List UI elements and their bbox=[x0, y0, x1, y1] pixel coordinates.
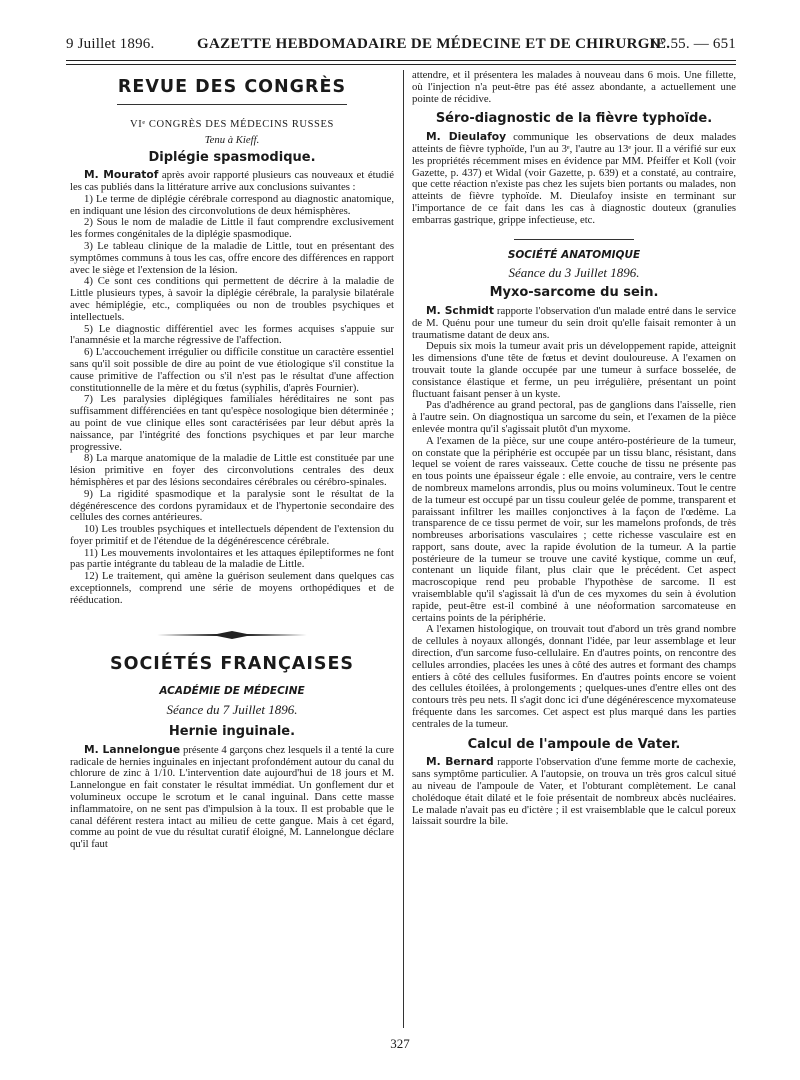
conclusion-6: 6) L'accouchement irrégulier ou difficile constitue un caractère essentiel sans qu'il soit possible de dire au point de vue étiologique s'il constitue la cause primitive de l'affection ou s'il n'est pas le résultat d'une affection constitutionnelle de la mère et du fœtus (syphilis, d'après Fournier). bbox=[70, 346, 394, 394]
examen-paragraph: A l'examen de la pièce, sur une coupe antéro-postérieure de la tumeur, on constate que la périphérie est occupée par un tissu blanc, résistant, dans lequel se voient de rares vaisseaux. Cette couche de tissu ne présente pas en tous points une épaisseur égale : elle envoie, au contraire, vers le centre de nombreux mamelons arrondis, plus ou moins volumineux. Tout le centre de la tumeur est occupé par un tissu couleur gelée de pomme, transparent et paraissant infiltrer les mailles conjonctives à la façon de l'œdème. La transparence de ce tissu permet de voir, sur les mamelons profonds, de très nombreuses arborisations vasculaires ; cette richesse vasculaire est en rapport, sans doute, avec la rapide évolution de la tumeur. A la partie postérieure de la tumeur se trouve une cavité kystique, comme un œuf, contenant un liquide filant, plus clair que le précédent. Cet aspect macroscopique rend peu probable l'hypothèse de sarcome. Il est vraisemblable qu'il s'agissait là d'un de ces myxomes du sein à évolution rapide, peut-être est-il combiné à une néoformation sarcomateuse en certains points de la périphérie. bbox=[412, 434, 736, 624]
histologie-paragraph: A l'examen histologique, on trouvait tout d'abord un très grand nombre de cellules à noyaux allongés, donnant l'idée, par leur assemblage et leur direction, d'un sarcome fuso-cellulaire. En d'autres points, on rencontre des cellules arrondies, placées les unes à côté des autres et formant des champs entiers à côté des cellules fusiformes. En d'autres points encore se voient des cellules étoilées, à prolongements ; quelques-unes d'entre elles ont des contours très peu nets. Il s'agit donc ici d'une dégénérescence myxomateuse fréquente dans les sarcomes. Cet aspect est plus marqué dans les parties centrales de la tumeur. bbox=[412, 623, 736, 730]
header-number: N° 55. — 651 bbox=[649, 36, 736, 52]
page-number: 327 bbox=[390, 1036, 410, 1051]
fleuron-ornament bbox=[157, 631, 307, 639]
societes-title: SOCIÉTÉS FRANÇAISES bbox=[109, 653, 355, 674]
lannelongue-paragraph: M. Lannelongue présente 4 garçons chez lesquels il a tenté la cure radicale de hernies inguinales en injectant profondément autour du canal du chlorure de zinc à 1/10. L'intervention date aujourd'hui de 18 jours et M. Lannelongue en fait constater le résultat immédiat. Un gonflement dur et volumineux occupe le scrotum et le canal inguinal. Dans cette masse inflammatoire, on ne sent pas d'impulsion à la toux. Il est probable que le canal déférent restera intact au milieu de cette gangue. Mais à cet égard, comme au point de vue du résultat curatif éloigné, M. Lannelongue déclare qu'il faut bbox=[70, 742, 395, 851]
left-column bbox=[70, 70, 394, 851]
dieulafoy-paragraph: M. Dieulafoy communique les observations de deux malades atteints de fièvre typhoïde, l'un au 3ᵉ, l'autre au 13ᵉ jour. Il a vérifié sur eux les propriétés récemment mises en évidence par MM. Pfeiffer et Koll (voir Gazette, p. 437) et Widal (voir Gazette, p. 639) et a constaté, au contraire, que cette réaction n'existe pas chez les sujets bien portants ou malades, non atteints de fièvre typhoïde. M. Dieulafoy insiste en terminant sur l'importance de ce fait dans les cas à diagnostic douteux (granulies embarras gastrique, grippe infectieuse, etc. bbox=[412, 130, 736, 226]
depuis-paragraph: Depuis six mois la tumeur avait pris un développement rapide, atteignit les dimensions d'une tête de fœtus et devint douloureuse. A l'examen on trouvait toute la glande occupée par une tumeur à surface bosselée, de consistance élastique et ferme, un peu irrégulière, présentant un point fluctuant faisant penser à un kyste. bbox=[412, 340, 736, 400]
schmidt-paragraph: M. Schmidt rapporte l'observation d'un malade entré dans le service de M. Quénu pour une tumeur du sein droit qu'elle faisait remonter à un traumatisme datant de deux ans. bbox=[412, 303, 736, 341]
header-rule-top bbox=[66, 60, 736, 61]
header-journal: GAZETTE HEBDOMADAIRE DE MÉDECINE ET DE CHIRURGIE. bbox=[197, 36, 671, 52]
academie-heading: ACADÉMIE DE MÉDECINE bbox=[159, 685, 305, 698]
running-header bbox=[66, 36, 736, 58]
conclusion-11: 11) Les mouvements involontaires et les attaques épileptiformes ne font pas partie intégrante du tableau de la maladie de Little. bbox=[70, 546, 394, 571]
header-date: 9 Juillet 1896. bbox=[66, 36, 155, 52]
conclusion-7: 7) Les paralysies diplégiques familiales héréditaires ne sont pas suffisamment différenciées en tant qu'espèce nosologique bien déterminée ; au point de vue clinique elles sont caractérisées par leur début après la naissance, par l'intégrité des fonctions psychiques et par leur marche progressive. bbox=[70, 393, 394, 453]
hernie-title: Hernie inguinale. bbox=[168, 724, 296, 740]
bernard-paragraph: M. Bernard rapporte l'observation d'une femme morte de cachexie, sans symptôme particulier. A l'autopsie, on trouva un très gros calcul situé au niveau de l'ampoule de Vater, et l'obturant complètement. Le canal cholédoque était dilaté et le foie présentait de nombreux abcès nucléaires. Le malade n'avait pas eu d'ictère ; il est vraisemblable que le calcul poreux laissait sourdre la bile. bbox=[412, 755, 736, 828]
dieulafoy-name: M. Dieulafoy bbox=[426, 130, 507, 144]
congres-heading: VIᵉ CONGRÈS DES MÉDECINS RUSSES bbox=[130, 118, 334, 130]
tenu-line: Tenu à Kieff. bbox=[204, 133, 260, 146]
seance-academie: Séance du 7 Juillet 1896. bbox=[166, 702, 298, 718]
seance-anatomique: Séance du 3 Juillet 1896. bbox=[508, 265, 640, 281]
lannelongue-name: M. Lannelongue bbox=[84, 742, 181, 756]
adherence-paragraph: Pas d'adhérence au grand pectoral, pas de ganglions dans l'aisselle, rien à l'autre sein. On diagnostiqua un sarcome du sein, et l'examen de la pièce enlevée montra qu'il s'agissait plutôt d'un myxome. bbox=[412, 399, 736, 435]
column-divider bbox=[403, 70, 404, 1028]
bernard-name: M. Bernard bbox=[426, 755, 494, 769]
schmidt-name: M. Schmidt bbox=[426, 303, 494, 317]
conclusion-12: 12) Le traitement, qui amène la guérison seulement dans quelques cas exceptionnels, comprend une série de moyens orthopédiques et de rééducation. bbox=[70, 570, 394, 606]
societe-anatomique-heading: SOCIÉTÉ ANATOMIQUE bbox=[507, 248, 641, 261]
revue-title: REVUE DES CONGRÈS bbox=[117, 77, 347, 97]
conclusion-5: 5) Le diagnostic différentiel avec les formes acquises s'appuie sur l'anamnésie et la marche régressive de l'affection. bbox=[70, 322, 394, 347]
header-rule-bottom bbox=[66, 64, 736, 65]
conclusion-9: 9) La rigidité spasmodique et la paralysie sont le résultat de la dégénérescence des cordons pyramidaux et de l'hypertonie secondaire des cellules des cornes antérieures. bbox=[70, 487, 394, 524]
conclusion-8: 8) La marque anatomique de la maladie de Little est constituée par une lésion primitive en foyer des circonvolutions centrales des deux hémisphères et par des lésions secondaires cérébrales ou cérébro-spinales. bbox=[70, 452, 394, 488]
mouratof-name: M. Mouratof bbox=[84, 168, 159, 182]
myxo-title: Myxo-sarcome du sein. bbox=[489, 285, 659, 301]
conclusion-2: 2) Sous le nom de maladie de Little il faut comprendre exclusivement les formes congénitales de la diplégie spasmodique. bbox=[70, 216, 394, 241]
calcul-title: Calcul de l'ampoule de Vater. bbox=[467, 736, 681, 752]
diplegie-title: Diplégie spasmodique. bbox=[148, 150, 316, 166]
continuation-paragraph: attendre, et il présentera les malades à nouveau dans 6 mois. Une fillette, où l'injection n'a peut-être pas été assez abondante, a actuellement une pointe de récidive. bbox=[412, 69, 736, 105]
right-column bbox=[412, 70, 736, 828]
sero-title: Séro-diagnostic de la fièvre typhoïde. bbox=[435, 111, 713, 127]
conclusion-1: 1) Le terme de diplégie cérébrale correspond au diagnostic anatomique, en indiquant une lésion des circonvolutions de deux hémisphères. bbox=[70, 192, 394, 217]
mouratof-paragraph: M. Mouratof après avoir rapporté plusieurs cas nouveaux et étudié les cas publiés dans la littérature arrive aux conclusions suivantes : bbox=[70, 168, 394, 193]
conclusion-10: 10) Les troubles psychiques et intellectuels dépendent de l'extension du foyer primitif et de l'étendue de la dégénérescence cérébrale. bbox=[70, 523, 394, 547]
conclusion-3: 3) Le tableau clinique de la maladie de Little, tout en présentant des symptômes communs à tous les cas, offre encore des différences en rapport avec le siège et l'extension de la lésion. bbox=[70, 239, 394, 276]
conclusion-4: 4) Ce sont ces conditions qui permettent de décrire à la maladie de Little plusieurs types, à savoir la diplégie cérébrale, la paralysie bilatérale avec hémiplégie, etc., compliquées ou non de troubles psychiques et intellectuels. bbox=[70, 275, 394, 323]
